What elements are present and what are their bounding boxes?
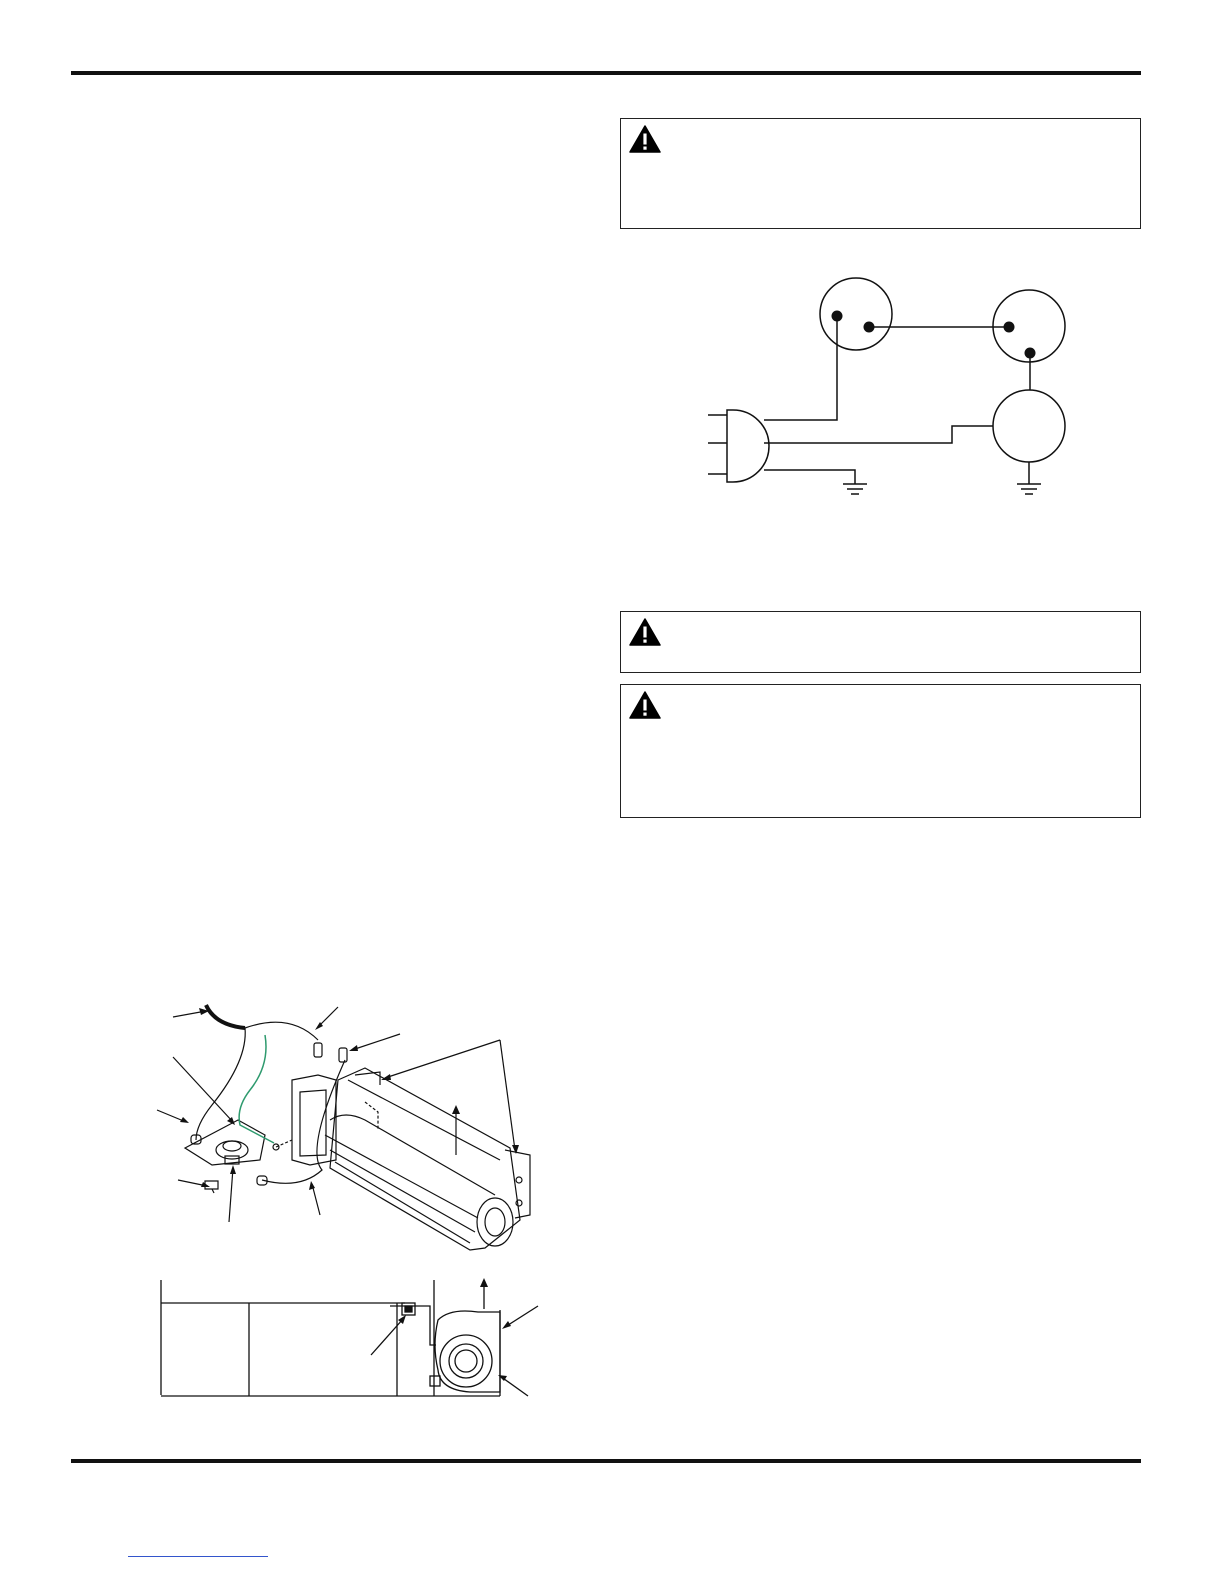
blower-installed-section <box>150 1270 550 1410</box>
warning-box-1 <box>620 118 1141 229</box>
warning-box-2 <box>620 611 1141 673</box>
footer-rule <box>71 1459 1141 1463</box>
warning-triangle-icon <box>629 125 661 153</box>
wire-ground-plug <box>764 470 855 484</box>
footer-link-underline[interactable] <box>128 1556 268 1557</box>
blower-body <box>330 1068 520 1250</box>
motor-circle <box>993 390 1065 462</box>
wire-neutral <box>764 426 993 443</box>
wiring-diagram <box>670 260 1090 510</box>
header-rule <box>71 71 1141 75</box>
switch-circle <box>820 278 892 350</box>
power-cord <box>206 1005 245 1028</box>
blower-assembly-illustration <box>150 995 550 1265</box>
ground-icon <box>843 484 867 494</box>
warning-triangle-icon <box>629 618 661 646</box>
warning-triangle-icon <box>629 691 661 719</box>
ground-icon <box>1017 484 1041 494</box>
warning-box-3 <box>620 684 1141 818</box>
plug-icon <box>727 410 769 482</box>
wire-hot <box>764 316 837 420</box>
ground-wire-green <box>239 1035 274 1143</box>
